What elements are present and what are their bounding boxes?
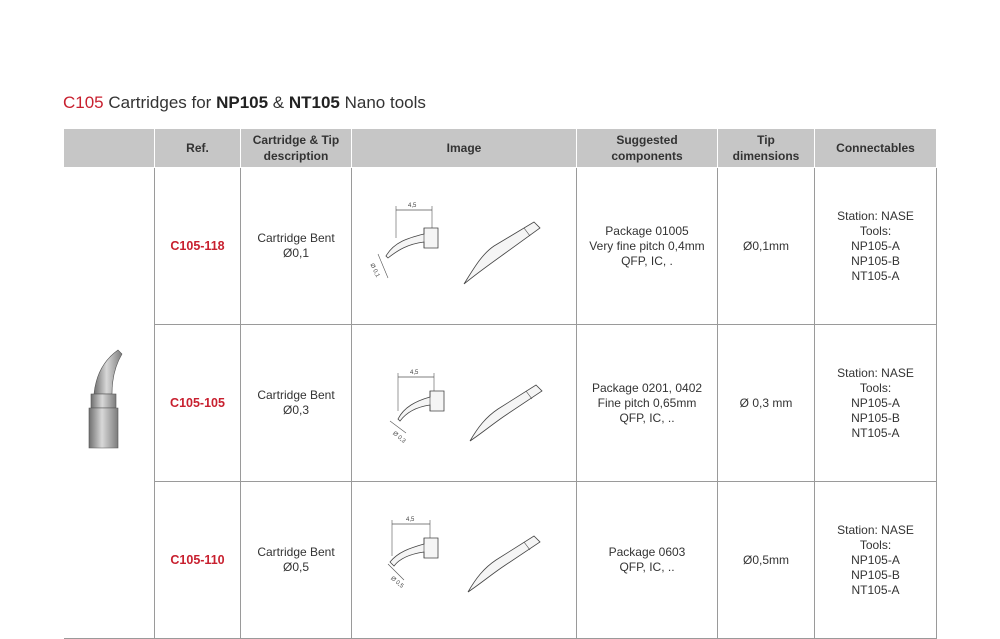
- title-nt: NT105: [288, 93, 340, 112]
- header-description: Cartridge & Tip description: [241, 129, 352, 168]
- cartridge-table: [63, 128, 937, 639]
- header-image: Image: [352, 129, 577, 168]
- row-description: Cartridge Bent Ø0,5: [241, 482, 352, 639]
- row-components: Package 0201, 0402 Fine pitch 0,65mm QFP, IC, ..: [577, 325, 718, 482]
- header-tip: Tip dimensions: [718, 129, 815, 168]
- tip-drawing: [364, 355, 564, 451]
- dim-diameter: Ø 0,1: [368, 262, 381, 279]
- table-row: [64, 325, 937, 482]
- row-ref: C105-105: [155, 325, 241, 482]
- tip-drawing: [364, 198, 564, 294]
- row-description: Cartridge Bent Ø0,3: [241, 325, 352, 482]
- row-tip-dimension: Ø0,1mm: [718, 168, 815, 325]
- row-tip-dimension: Ø0,5mm: [718, 482, 815, 639]
- title-amp: &: [268, 93, 289, 112]
- row-image: [352, 482, 577, 639]
- bent-tip-photo: [74, 346, 144, 456]
- dim-diameter: Ø 0,3: [391, 430, 407, 445]
- row-components: Package 0603 QFP, IC, ..: [577, 482, 718, 639]
- title-text-1: Cartridges for: [103, 93, 217, 112]
- row-ref: C105-110: [155, 482, 241, 639]
- header-ref: Ref.: [155, 129, 241, 168]
- header-blank: [64, 129, 155, 168]
- table-row: [64, 168, 937, 325]
- row-image: [352, 325, 577, 482]
- dim-length: 4,5: [406, 517, 415, 523]
- row-description: Cartridge Bent Ø0,1: [241, 168, 352, 325]
- header-components: Suggested components: [577, 129, 718, 168]
- tip-photo-cell: [64, 168, 155, 639]
- title-text-2: Nano tools: [339, 93, 426, 112]
- page-title: [63, 93, 426, 113]
- tip-drawing: [364, 512, 564, 608]
- row-connectables: Station: NASE Tools: NP105-A NP105-B NT105-A: [815, 482, 937, 639]
- dim-length: 4,5: [410, 370, 419, 376]
- title-np: NP105: [216, 93, 269, 112]
- dim-diameter: Ø 0,5: [389, 575, 405, 590]
- row-connectables: Station: NASE Tools: NP105-A NP105-B NT105-A: [815, 168, 937, 325]
- row-image: [352, 168, 577, 325]
- dim-length: 4,5: [408, 203, 417, 209]
- row-ref: C105-118: [155, 168, 241, 325]
- row-components: Package 01005 Very fine pitch 0,4mm QFP, IC, .: [577, 168, 718, 325]
- row-tip-dimension: Ø 0,3 mm: [718, 325, 815, 482]
- header-row: [64, 129, 937, 168]
- table-row: [64, 482, 937, 639]
- row-connectables: Station: NASE Tools: NP105-A NP105-B NT105-A: [815, 325, 937, 482]
- header-connectables: Connectables: [815, 129, 937, 168]
- title-series: C105: [63, 93, 104, 112]
